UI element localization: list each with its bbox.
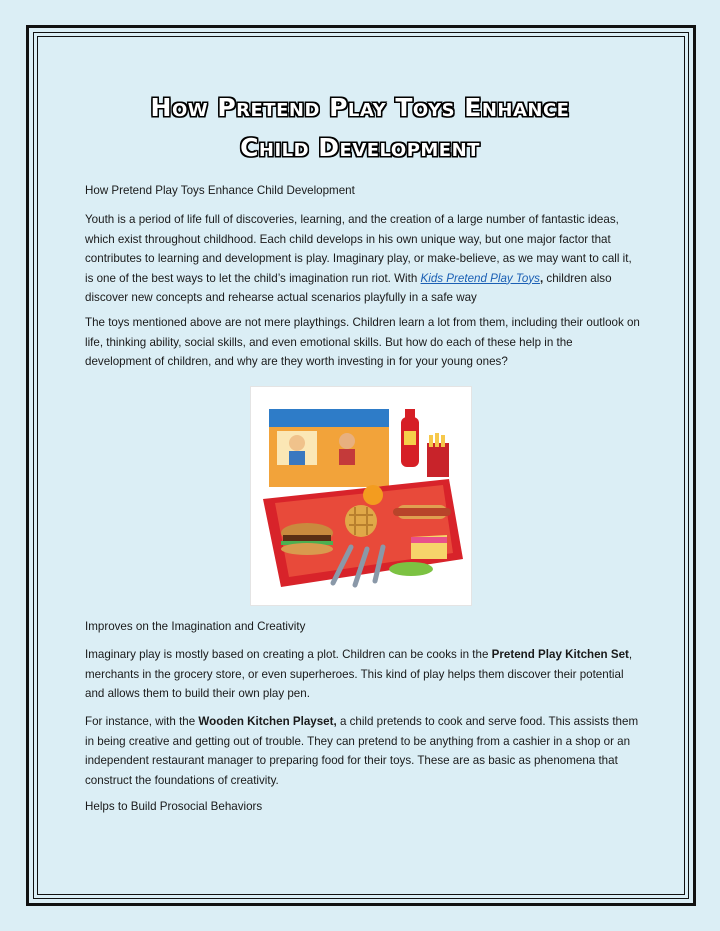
pretend-play-kitchen-set-bold: Pretend Play Kitchen Set xyxy=(491,648,629,661)
section-heading-imagination: Improves on the Imagination and Creativity xyxy=(85,620,306,633)
link-comma: , xyxy=(539,271,544,285)
paragraph-wooden-text-b: a child pretends to cook and serve food. This assists them in being creative and getting out of trouble. They can pretend to be anything from a cashier in a shop or an independent restaurant manager to preparing food for their toys. These are as basic as phenomena that construct the foundations of creativity. xyxy=(85,715,639,787)
paragraph-wooden-kitchen xyxy=(85,712,641,790)
toy-food-set-image xyxy=(250,386,472,606)
title-line-1: How Pretend Play Toys Enhance xyxy=(150,93,570,122)
subtitle: How Pretend Play Toys Enhance Child Development xyxy=(85,184,355,197)
title-line-2: Child Development xyxy=(240,133,480,162)
paragraph-wooden-text-a: For instance, with the xyxy=(85,715,199,728)
paragraph-imaginary-play xyxy=(85,645,641,704)
paragraph-toys: The toys mentioned above are not mere playthings. Children learn a lot from them, including their outlook on life, thinking ability, social skills, and even emotional skills. But how do each of these help in the development of children, and why are they worth investing in for your young ones? xyxy=(85,316,640,368)
paragraph-imaginary-text-b: , merchants in the grocery store, or even superheroes. This kind of play helps them discover their potential and allows them to build their own play pen. xyxy=(85,648,633,700)
paragraph-intro-text-a: Youth is a period of life full of discoveries, learning, and the creation of a large number of fantastic ideas, which exist throughout childhood. Each child develops in his own unique way, but one major factor that contributes to learning and development is play. Imaginary play, or make-believe, as we may want to call it, is one of the best ways to let the child’s imagination run riot. With xyxy=(85,213,632,285)
wooden-kitchen-playset-bold: Wooden Kitchen Playset, xyxy=(198,715,337,728)
page-title xyxy=(40,88,680,168)
paragraph-imaginary-text-a: Imaginary play is mostly based on creating a plot. Children can be cooks in the xyxy=(85,648,492,661)
kitchen-toy-illustration xyxy=(251,387,471,605)
section-heading-prosocial: Helps to Build Prosocial Behaviors xyxy=(85,800,263,813)
kids-pretend-play-toys-link[interactable]: Kids Pretend Play Toys xyxy=(420,271,540,285)
paragraph-intro xyxy=(85,210,641,308)
paragraph-intro-text-b: children also discover new concepts and rehearse actual scenarios playfully in a safe way xyxy=(85,271,612,304)
